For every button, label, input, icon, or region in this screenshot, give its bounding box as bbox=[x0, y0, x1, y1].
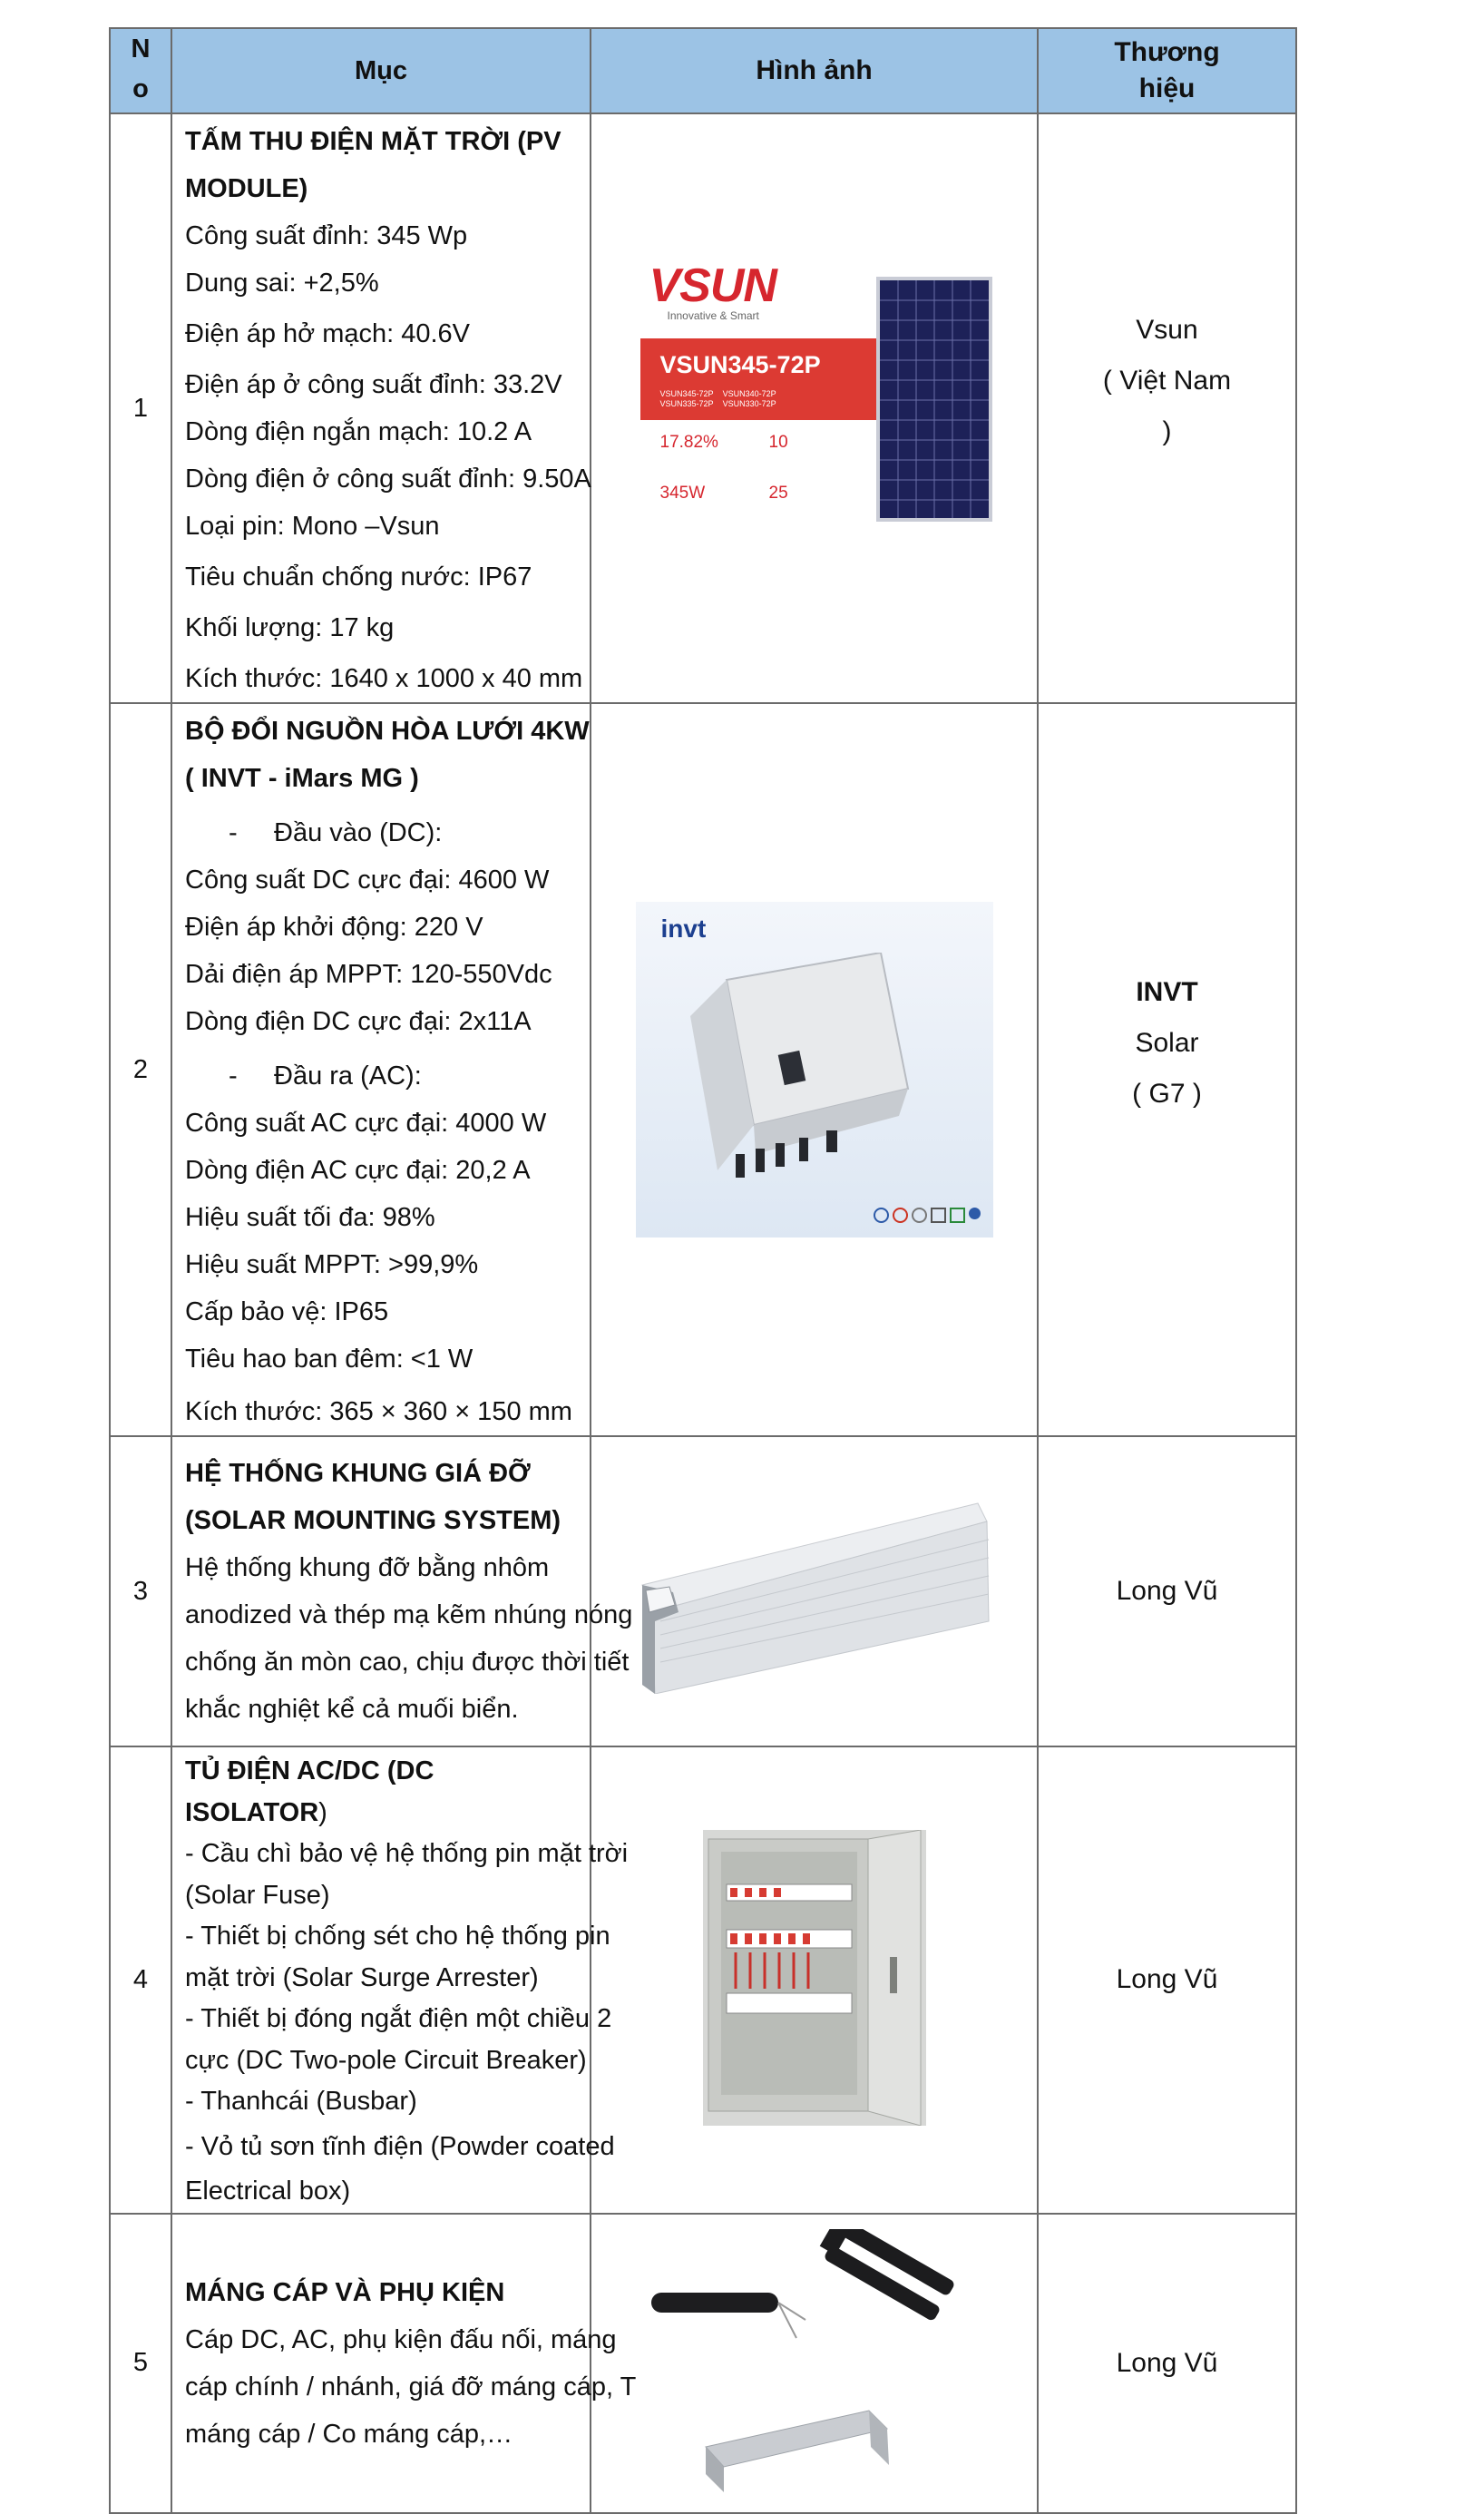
item-title: TỦ ĐIỆN AC/DC (DC ISOLATOR) bbox=[185, 1756, 434, 1827]
brand-cell bbox=[1038, 113, 1296, 703]
image-cell bbox=[591, 1746, 1038, 2214]
spec-line: Loại pin: Mono –Vsun bbox=[185, 512, 440, 541]
solar-panel-graphic bbox=[876, 277, 992, 522]
cert-icon bbox=[950, 1208, 965, 1223]
spec-line: Điện áp hở mạch: 40.6V bbox=[185, 319, 471, 348]
vsun-model-variant: VSUN335-72P bbox=[659, 399, 714, 408]
spec-line: mặt trời (Solar Surge Arrester) bbox=[185, 1962, 539, 1992]
item-title: HỆ THỐNG KHUNG GIÁ ĐỠ (SOLAR MOUNTING SYSTEM) bbox=[185, 1459, 561, 1535]
spec-line: Điện áp ở công suất đỉnh: 33.2V bbox=[185, 370, 562, 399]
ac-output-header: - Đầu ra (AC): bbox=[185, 1052, 581, 1100]
item-description bbox=[171, 2214, 637, 2513]
spec-line: Công suất DC cực đại: 4600 W bbox=[185, 866, 550, 895]
row-number: 5 bbox=[110, 2214, 171, 2513]
spec-line: - Thiết bị đóng ngắt điện một chiều 2 bbox=[185, 2004, 612, 2033]
row-number: 3 bbox=[110, 1436, 171, 1746]
inverter-graphic bbox=[672, 953, 944, 1207]
spec-line: Hệ thống khung đỡ bằng nhôm bbox=[185, 1553, 550, 1582]
spec-line: Cáp DC, AC, phụ kiện đấu nối, máng bbox=[185, 2324, 617, 2354]
vsun-model-variant: VSUN340-72P bbox=[722, 389, 776, 398]
image-cell bbox=[591, 2214, 1038, 2513]
image-cell bbox=[591, 113, 1038, 703]
brand-cell bbox=[1038, 703, 1296, 1436]
table-row bbox=[110, 113, 1296, 703]
spec-line: - Cầu chì bảo vệ hệ thống pin mặt trời bbox=[185, 1839, 629, 1868]
spec-line: Dòng điện AC cực đại: 20,2 A bbox=[185, 1156, 531, 1185]
spec-line: chống ăn mòn cao, chịu được thời tiết bbox=[185, 1648, 630, 1677]
brand-origin: ( Việt Nam bbox=[1102, 366, 1232, 396]
spec-line: - Thanhcái (Busbar) bbox=[185, 2087, 417, 2116]
item-description bbox=[171, 1746, 629, 2214]
spec-line: cực (DC Two-pole Circuit Breaker) bbox=[185, 2045, 587, 2075]
header-item: Mục bbox=[171, 28, 591, 113]
invt-logo: invt bbox=[660, 915, 707, 943]
row-number: 2 bbox=[110, 703, 171, 1436]
header-no: No bbox=[110, 28, 171, 113]
spec-line: Công suất đỉnh: 345 Wp bbox=[185, 221, 468, 250]
table-row bbox=[110, 703, 1296, 1436]
vsun-power: 345W bbox=[659, 484, 706, 503]
spec-line: máng cáp / Co máng cáp,… bbox=[185, 2419, 513, 2449]
certification-icons bbox=[874, 1208, 981, 1223]
spec-line: Dải điện áp MPPT: 120-550Vdc bbox=[185, 960, 552, 989]
spec-line: cáp chính / nhánh, giá đỡ máng cáp, T bbox=[185, 2372, 637, 2402]
spec-line: Cấp bảo vệ: IP65 bbox=[185, 1297, 389, 1326]
vsun-model-variant: VSUN330-72P bbox=[722, 399, 776, 408]
vsun-logo: VSUN bbox=[649, 259, 776, 312]
cert-icon bbox=[874, 1208, 889, 1223]
image-cell bbox=[591, 1436, 1038, 1746]
item-title: BỘ ĐỔI NGUỒN HÒA LƯỚI 4KW bbox=[185, 717, 590, 746]
item-title: TẤM THU ĐIỆN MẶT TRỜI (PV MODULE) bbox=[185, 127, 561, 203]
spec-line: Hiệu suất tối đa: 98% bbox=[185, 1203, 435, 1232]
brand-line: ( G7 ) bbox=[1132, 1079, 1202, 1109]
spec-line: khắc nghiệt kể cả muối biển. bbox=[185, 1695, 519, 1724]
equipment-table bbox=[109, 27, 1297, 2514]
brand-cell: Long Vũ bbox=[1038, 1436, 1296, 1746]
cert-icon bbox=[931, 1208, 946, 1223]
spec-line: Tiêu hao ban đêm: <1 W bbox=[185, 1345, 474, 1374]
cert-icon bbox=[893, 1208, 908, 1223]
brand-name: Vsun bbox=[1136, 315, 1198, 345]
item-subtitle: ( INVT - iMars MG ) bbox=[185, 764, 419, 793]
spec-line: (Solar Fuse) bbox=[185, 1880, 330, 1910]
vsun-model-variant: VSUN345-72P bbox=[659, 389, 714, 398]
brand-line: Solar bbox=[1135, 1028, 1199, 1058]
vsun-efficiency: 17.82% bbox=[659, 433, 718, 452]
vsun-warranty-1: 10 bbox=[768, 433, 788, 452]
table-header-row bbox=[110, 28, 1296, 113]
cable-accessories-graphic bbox=[642, 2229, 987, 2492]
item-description bbox=[171, 703, 591, 1436]
dc-input-header: - Đầu vào (DC): bbox=[185, 809, 581, 856]
vsun-tagline: Innovative & Smart bbox=[667, 309, 759, 322]
vsun-warranty-2: 25 bbox=[768, 484, 788, 503]
spec-line: Kích thước: 365 × 360 × 150 mm bbox=[185, 1397, 572, 1426]
spec-line: Electrical box) bbox=[185, 2177, 351, 2206]
item-description bbox=[171, 1436, 633, 1746]
spec-line: Hiệu suất MPPT: >99,9% bbox=[185, 1250, 479, 1279]
invt-inverter-image bbox=[636, 902, 993, 1237]
spec-line: Điện áp khởi động: 220 V bbox=[185, 913, 483, 942]
spec-line: Tiêu chuẩn chống nước: IP67 bbox=[185, 562, 532, 592]
item-description bbox=[171, 113, 591, 703]
brand-cell: Long Vũ bbox=[1038, 1746, 1296, 2214]
brand-name: INVT bbox=[1136, 977, 1198, 1007]
header-brand: Thương hiệu bbox=[1038, 28, 1296, 113]
spec-line: Kích thước: 1640 x 1000 x 40 mm bbox=[185, 664, 583, 693]
header-image: Hình ảnh bbox=[591, 28, 1038, 113]
vsun-label-card bbox=[640, 338, 878, 553]
spec-line: Dòng điện DC cực đại: 2x11A bbox=[185, 1007, 532, 1036]
aluminum-rail-graphic bbox=[633, 1485, 996, 1694]
spec-line: Dòng điện ngắn mạch: 10.2 A bbox=[185, 417, 532, 446]
item-title: MÁNG CÁP VÀ PHỤ KIỆN bbox=[185, 2277, 505, 2307]
row-number: 4 bbox=[110, 1746, 171, 2214]
spec-line: Khối lượng: 17 kg bbox=[185, 613, 395, 642]
vsun-model: VSUN345-72P bbox=[659, 351, 821, 378]
spec-line: Dòng điện ở công suất đỉnh: 9.50A bbox=[185, 465, 591, 494]
spec-line: - Thiết bị chống sét cho hệ thống pin bbox=[185, 1922, 610, 1951]
table-row bbox=[110, 1746, 1296, 2214]
cert-icon bbox=[912, 1208, 927, 1223]
image-cell bbox=[591, 703, 1038, 1436]
row-number: 1 bbox=[110, 113, 171, 703]
vsun-panel-image bbox=[633, 259, 996, 558]
spec-line: anodized và thép mạ kẽm nhúng nóng bbox=[185, 1600, 633, 1629]
cert-icon bbox=[969, 1208, 981, 1219]
brand-origin-close: ) bbox=[1162, 416, 1172, 446]
brand-cell: Long Vũ bbox=[1038, 2214, 1296, 2513]
spec-line: Công suất AC cực đại: 4000 W bbox=[185, 1109, 547, 1138]
electrical-cabinet-graphic bbox=[703, 1830, 926, 2126]
spec-line: Dung sai: +2,5% bbox=[185, 269, 379, 298]
spec-line: - Vỏ tủ sơn tĩnh điện (Powder coated bbox=[185, 2131, 615, 2161]
table-row bbox=[110, 1436, 1296, 1746]
table-row bbox=[110, 2214, 1296, 2513]
